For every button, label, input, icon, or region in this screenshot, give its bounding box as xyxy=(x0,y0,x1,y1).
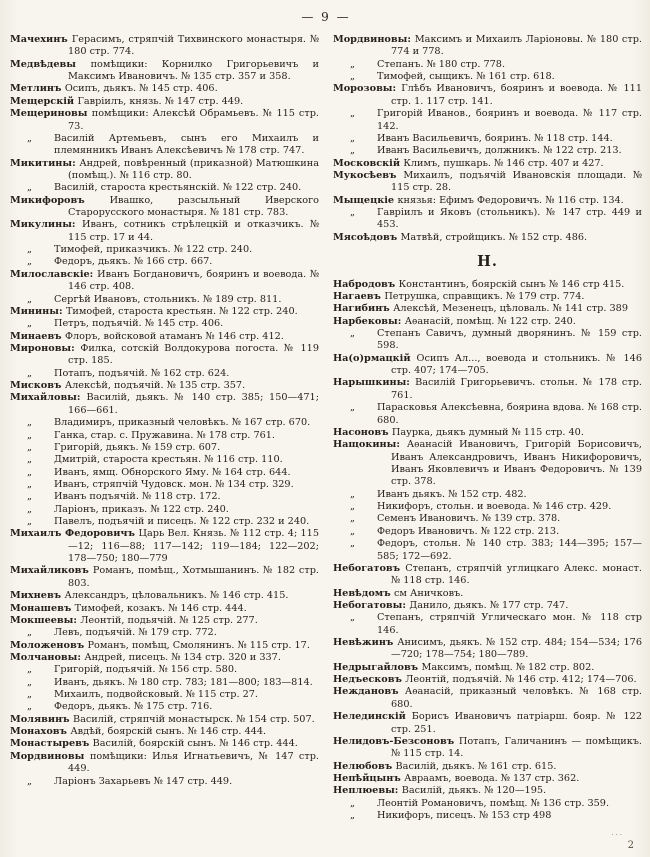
entry-text: Потапъ, подъячій. № 162 стр. 624. xyxy=(54,367,230,379)
ditto-mark: „ xyxy=(27,429,33,441)
entry-text: Иванъ, стряпчій Чудовск. мон. № 134 стр. 329. xyxy=(54,478,294,490)
index-entry xyxy=(10,392,319,417)
entry-text: Гавріилъ и Яковъ (стольникъ). № 147 стр. 449 и 453. xyxy=(377,207,642,231)
index-entry xyxy=(333,195,642,207)
index-subentry xyxy=(10,627,319,639)
ditto-mark: „ xyxy=(27,256,33,268)
ditto-mark: „ xyxy=(27,627,33,639)
surname-label: Мещериновы xyxy=(10,108,92,120)
index-entry xyxy=(333,83,642,108)
ditto-mark: „ xyxy=(27,182,33,194)
entry-text: князья: Ефимъ Федоровичъ. № 116 стр. 134. xyxy=(397,194,624,206)
index-subentry xyxy=(333,145,642,157)
index-entry xyxy=(333,736,642,761)
surname-label: Московскій xyxy=(333,157,404,169)
entry-text: Степанъ. № 180 стр. 778. xyxy=(377,58,506,70)
ditto-mark: „ xyxy=(27,491,33,503)
surname-label: Невѣдомъ xyxy=(333,587,394,599)
entry-text: Анисимъ, дьякъ. № 152 стр. 484; 154—534; 176—720; 178—754; 180—789. xyxy=(391,637,642,661)
surname-label: Мясоѣдовъ xyxy=(333,231,401,243)
surname-label: Михайликовъ xyxy=(10,565,93,577)
surname-label: Микифоровъ xyxy=(10,194,110,206)
index-subentry xyxy=(333,328,642,353)
index-subentry xyxy=(333,59,642,71)
entry-text: Иванъ Богдановичъ, бояринъ и воевода. № 146 стр. 408. xyxy=(68,268,319,293)
entry-text: помѣщики: Алексѣй Обрамьевъ. № 115 стр. 73. xyxy=(68,108,319,132)
ditto-mark: „ xyxy=(350,71,356,83)
surname-label: Молчановы: xyxy=(10,651,85,663)
ditto-mark: „ xyxy=(27,676,33,688)
ditto-mark: „ xyxy=(350,513,356,525)
index-entry xyxy=(333,674,642,686)
entry-text: Максимъ, помѣщ. № 182 стр. 802. xyxy=(421,661,595,673)
surname-label: Морозовы: xyxy=(333,83,402,95)
index-entry xyxy=(333,711,642,736)
surname-label: Мачехинъ xyxy=(10,34,72,45)
surname-label: Михайловы: xyxy=(10,392,87,404)
surname-label: Нагибинъ xyxy=(333,303,394,315)
ditto-mark: „ xyxy=(27,244,33,256)
index-subentry xyxy=(10,133,319,158)
entry-text: Глѣбъ Ивановичъ, бояринъ и воевода. № 111 стр. 1. 117 стр. 141. xyxy=(391,83,642,107)
entry-text: Петрушка, справщикъ. № 179 стр. 774. xyxy=(384,290,585,302)
entry-text: Флоръ, войсковой атаманъ № 146 стр. 412. xyxy=(64,330,284,342)
entry-text: Тимофей, староста крестьян. № 122 стр. 240. xyxy=(65,305,298,317)
ditto-mark: „ xyxy=(350,207,356,219)
surname-label: Метлинъ xyxy=(10,83,65,95)
entry-text: Тимофей, приказчикъ. № 122 стр. 240. xyxy=(54,244,253,256)
surname-label: Неждановъ xyxy=(333,686,405,698)
index-entry xyxy=(333,686,642,711)
entry-text: Федоръ Ивановичъ. № 122 стр. 213. xyxy=(377,525,560,537)
index-entry xyxy=(10,640,319,652)
surname-label: Михаилъ Федоровичъ xyxy=(10,528,139,540)
surname-label: Нарбековы: xyxy=(333,315,405,327)
entry-text: Дмитрій, староста крестьян. № 116 стр. 110. xyxy=(54,454,283,466)
index-entry xyxy=(10,603,319,615)
entry-text: Иванъ Васильевичъ, должникъ. № 122 стр. 213. xyxy=(377,145,622,157)
entry-text: Иванъ, сотникъ стрѣлецкій и отказчикъ. № 115 стр. 17 и 44. xyxy=(68,219,319,243)
ditto-mark: „ xyxy=(27,664,33,676)
entry-text: Матвѣй, стройщикъ. № 152 стр. 486. xyxy=(400,231,588,243)
index-entry xyxy=(333,279,642,291)
signature-mark: 2 xyxy=(627,840,634,851)
index-subentry xyxy=(10,430,319,442)
surname-label: Минины: xyxy=(10,305,66,317)
entry-text: Ганка, стар. с. Пружавина. № 178 стр. 761. xyxy=(54,429,276,441)
entry-text: помѣщики: Илья Игнатьевичъ, № 147 стр. 449. xyxy=(68,750,319,775)
entry-text: Филка, сотскій Волдокурова погоста. № 119 стр. 185. xyxy=(68,342,319,367)
index-columns xyxy=(10,34,642,822)
index-entry xyxy=(333,158,642,170)
index-subentry xyxy=(333,489,642,501)
surname-label: Михневъ xyxy=(10,590,65,602)
index-entry xyxy=(333,761,642,773)
entry-text: Авраамъ, воевода. № 137 стр. 362. xyxy=(404,772,580,784)
surname-label: Нарышкины: xyxy=(333,377,416,389)
index-subentry xyxy=(333,513,642,525)
entry-text: Степанъ, стряпчій углицкаго Алекс. монаст. № 118 стр. 146. xyxy=(391,562,642,587)
entry-text: Леонтій, подъячій. № 146 стр. 412; 174—706. xyxy=(405,674,637,686)
entry-text: Максимъ и Михаилъ Ларіоновы. № 180 стр. 774 и 778. xyxy=(391,34,643,58)
ditto-mark: „ xyxy=(27,441,33,453)
ditto-mark: „ xyxy=(27,503,33,515)
surname-label: Монашевъ xyxy=(10,602,75,614)
index-entry xyxy=(10,565,319,590)
surname-label: Набродовъ xyxy=(333,278,399,290)
entry-text: Григорій Иванов., бояринъ и воевода. № 117 стр. 142. xyxy=(377,108,642,132)
surname-label: Нелединскій xyxy=(333,711,412,723)
entry-text: Михаилъ, подвойсковый. № 115 стр. 27. xyxy=(54,689,259,701)
entry-text: Федоръ, стольн. № 140 стр. 383; 144—395; 157—585; 172—692. xyxy=(377,538,642,562)
index-entry xyxy=(333,232,642,244)
surname-label: Мыщецкіе xyxy=(333,194,398,206)
entry-text: Степанъ, стряпчій Углическаго мон. № 118 стр 146. xyxy=(377,612,642,636)
index-entry xyxy=(333,353,642,378)
ditto-mark: „ xyxy=(350,612,356,624)
entry-text: Василій, дьякъ. № 161 стр. 615. xyxy=(395,760,557,772)
entry-text: Царь Вел. Князь. № 112 стр. 4; 115—12; 116—88; 117—142; 119—184; 122—202; 178—750; 180—779 xyxy=(68,528,319,565)
ditto-mark: „ xyxy=(27,417,33,429)
surname-label: На(о)рмацкій xyxy=(333,352,417,364)
index-entry xyxy=(10,269,319,294)
index-entry xyxy=(10,380,319,392)
entry-text: Иванъ, ямщ. Обнорского Яму. № 164 стр. 644. xyxy=(54,466,291,478)
index-entry xyxy=(333,785,642,797)
ditto-mark: „ xyxy=(27,516,33,528)
entry-text: Никифоръ, стольн. и воевода. № 146 стр. 429. xyxy=(377,501,612,513)
left-column xyxy=(10,34,319,822)
index-entry xyxy=(10,590,319,602)
surname-label: Микитины: xyxy=(10,157,80,169)
entry-text: Григорій, дьякъ. № 159 стр. 607. xyxy=(54,441,221,453)
index-subentry xyxy=(10,417,319,429)
entry-text: Аѳанасій, приказный человѣкъ. № 168 стр. 680. xyxy=(391,686,642,710)
surname-label: Нелидовъ-Безсоновъ xyxy=(333,735,459,747)
entry-text: Левъ, подъячій. № 179 стр. 772. xyxy=(54,627,217,639)
index-entry xyxy=(10,331,319,343)
surname-label: Мордвиновы xyxy=(10,750,90,762)
entry-text: Алексѣй, Мезенецъ, цѣловаль. № 141 стр. 389 xyxy=(393,303,628,315)
ditto-mark: „ xyxy=(350,145,356,157)
entry-text: Романъ, помѣщ, Смолянинъ. № 115 стр. 17. xyxy=(87,639,310,651)
surname-label: Медвѣдевы xyxy=(10,58,91,70)
index-entry xyxy=(333,588,642,600)
index-entry xyxy=(333,563,642,588)
index-entry xyxy=(10,306,319,318)
entry-text: Василій Артемьевъ, сынъ его Михаилъ и племянникъ Иванъ Алексѣевичъ № 178 стр. 747. xyxy=(54,132,319,157)
index-entry xyxy=(10,34,319,59)
index-entry xyxy=(10,83,319,95)
entry-text: Александръ, цѣловальникъ. № 146 стр. 415. xyxy=(64,590,289,602)
surname-label: Мокшеевы: xyxy=(10,614,81,626)
index-entry xyxy=(333,316,642,328)
index-subentry xyxy=(333,612,642,637)
entry-text: Борисъ Ивановичъ патріарш. бояр. № 122 стр. 251. xyxy=(391,711,642,735)
ditto-mark: „ xyxy=(350,538,356,550)
entry-text: Петръ, подъячій. № 145 стр. 406. xyxy=(54,318,224,330)
index-entry xyxy=(10,528,319,565)
index-subentry xyxy=(10,454,319,466)
surname-label: Мисковъ xyxy=(10,380,65,392)
index-entry xyxy=(10,615,319,627)
entry-text: Иванъ подъячій. № 118 стр. 172. xyxy=(54,491,221,503)
entry-text: Потапъ, Галичанинъ — помѣщикъ. № 115 стр. 14. xyxy=(391,735,642,760)
index-entry xyxy=(10,96,319,108)
surname-label: Нагаевъ xyxy=(333,290,385,302)
surname-label: Монаховъ xyxy=(10,726,71,738)
index-entry xyxy=(10,726,319,738)
entry-text: Тимофей, сыщикъ. № 161 стр. 618. xyxy=(377,71,555,83)
index-entry xyxy=(10,219,319,244)
surname-label: Мукосѣевъ xyxy=(333,169,404,181)
ditto-mark: „ xyxy=(27,701,33,713)
index-subentry xyxy=(333,71,642,83)
surname-label: Нелюбовъ xyxy=(333,760,396,772)
index-subentry xyxy=(10,677,319,689)
entry-text: Иванъ Васильевичъ, бояринъ. № 118 стр. 144. xyxy=(377,132,613,144)
entry-text: Константинъ, боярскій сынъ № 146 стр 415. xyxy=(398,278,625,290)
surname-label: Недъесковъ xyxy=(333,674,406,686)
index-entry xyxy=(333,34,642,59)
entry-text: Василій, стряпчій монастырск. № 154 стр. 507. xyxy=(72,713,315,725)
ditto-mark: „ xyxy=(27,689,33,701)
index-subentry xyxy=(333,133,642,145)
surname-label: Непѣйцынъ xyxy=(333,772,405,784)
index-subentry xyxy=(10,664,319,676)
index-subentry xyxy=(10,182,319,194)
surname-label: Микулины: xyxy=(10,219,83,231)
section-letter-heading: Н. xyxy=(477,253,498,271)
index-entry xyxy=(10,108,319,133)
ditto-mark: „ xyxy=(350,525,356,537)
entry-text: Парасковья Алексѣевна, боярина вдова. № 168 стр. 680. xyxy=(377,402,642,426)
ditto-mark: „ xyxy=(27,478,33,490)
surname-label: Мироновы: xyxy=(10,342,81,354)
entry-text: Никифоръ, писецъ. № 153 стр 498 xyxy=(377,810,552,822)
index-subentry xyxy=(10,504,319,516)
entry-text: Павелъ, подъячій и писецъ. № 122 стр. 232 и 240. xyxy=(54,516,310,528)
index-entry xyxy=(10,343,319,368)
surname-label: Мещерскій xyxy=(10,95,78,107)
entry-text: Семенъ Ивановичъ. № 139 стр. 378. xyxy=(377,513,561,525)
surname-label: Нащокины: xyxy=(333,439,407,451)
index-subentry xyxy=(333,207,642,232)
entry-text: Климъ, пушкарь. № 146 стр. 407 и 427. xyxy=(403,157,604,169)
entry-text: Тимофей, козакъ. № 146 стр. 444. xyxy=(74,602,247,614)
index-subentry xyxy=(10,467,319,479)
print-artifact-dots: ··· xyxy=(611,831,624,839)
index-subentry xyxy=(10,368,319,380)
entry-text: Леонтій, подьячій. № 125 стр. 277. xyxy=(80,614,258,626)
index-subentry xyxy=(333,538,642,563)
index-subentry xyxy=(333,402,642,427)
index-subentry xyxy=(10,491,319,503)
surname-label: Небогатовы: xyxy=(333,599,410,611)
ditto-mark: „ xyxy=(27,454,33,466)
index-entry xyxy=(333,439,642,488)
entry-text: Иванъ дьякъ. № 152 стр. 482. xyxy=(377,488,527,500)
index-entry xyxy=(10,158,319,183)
ditto-mark: „ xyxy=(27,293,33,305)
surname-label: Насоновъ xyxy=(333,426,392,438)
entry-text: Осипъ Ал..., воевода и стольникъ. № 146 стр. 407; 174—705. xyxy=(391,352,642,377)
entry-text: Степанъ Савичъ, думный дворянинъ. № 159 стр. 598. xyxy=(377,328,642,352)
entry-text: Василій, дьякъ. № 140 стр. 385; 150—471; 166—661. xyxy=(68,392,319,416)
surname-label: Минаевъ xyxy=(10,330,65,342)
index-entry xyxy=(10,59,319,84)
index-entry xyxy=(10,714,319,726)
entry-text: Авдѣй, боярскій сынъ. № 146 стр. 444. xyxy=(70,726,267,738)
entry-text: Андрей, писецъ. № 134 стр. 320 и 337. xyxy=(84,651,281,663)
index-entry xyxy=(10,652,319,664)
entry-text: Федоръ, дьякъ. № 175 стр. 716. xyxy=(54,701,213,713)
entry-text: Григорій, подъячій. № 156 стр. 580. xyxy=(54,664,238,676)
ditto-mark: „ xyxy=(27,466,33,478)
ditto-mark: „ xyxy=(27,775,33,787)
right-column xyxy=(333,34,642,822)
ditto-mark: „ xyxy=(350,797,356,809)
index-subentry xyxy=(333,810,642,822)
ditto-mark: „ xyxy=(350,328,356,340)
entry-text: Владимиръ, приказный человѣкъ. № 167 стр. 670. xyxy=(54,417,311,429)
surname-label: Недрыгайловъ xyxy=(333,661,422,673)
index-subentry xyxy=(10,256,319,268)
entry-text: Ларіонъ, приказъ. № 122 стр. 240. xyxy=(54,503,229,515)
ditto-mark: „ xyxy=(27,132,33,144)
index-subentry xyxy=(10,689,319,701)
surname-label: Мордвиновы: xyxy=(333,34,415,45)
ditto-mark: „ xyxy=(27,367,33,379)
index-subentry xyxy=(10,318,319,330)
index-subentry xyxy=(10,516,319,528)
entry-text: Леонтій Романовичъ, помѣщ. № 136 стр. 359. xyxy=(377,797,610,809)
entry-text: см Аничковъ. xyxy=(394,587,464,599)
entry-text: Аѳанасій, помѣщ. № 122 стр. 240. xyxy=(404,315,576,327)
entry-text: Андрей, повѣренный (приказной) Матюшкина (помѣщ.). № 116 стр. 80. xyxy=(68,157,319,181)
index-entry xyxy=(10,195,319,220)
entry-text: Гавріилъ, князь. № 147 стр. 449. xyxy=(77,95,244,107)
index-entry xyxy=(333,637,642,662)
index-subentry xyxy=(10,442,319,454)
page-number: — 9 — xyxy=(301,10,351,24)
entry-text: Василій, боярскій сынъ. № 146 стр. 444. xyxy=(92,738,298,750)
surname-label: Моложеновъ xyxy=(10,639,88,651)
index-subentry xyxy=(333,108,642,133)
surname-label: Монастыревъ xyxy=(10,738,93,750)
index-entry xyxy=(333,303,642,315)
entry-text: Алексѣй, подъячій. № 135 стр. 357. xyxy=(64,380,246,392)
surname-label: Милославскіе: xyxy=(10,268,98,280)
surname-label: Молявинъ xyxy=(10,713,73,725)
entry-text: Сергѣй Ивановъ, стольникъ. № 189 стр. 811. xyxy=(54,293,282,305)
surname-label: Невѣжинъ xyxy=(333,637,398,649)
index-subentry xyxy=(333,501,642,513)
surname-label: Неплюевы: xyxy=(333,785,402,797)
index-subentry xyxy=(10,294,319,306)
entry-text: Романъ, помѣщ., Хотмышанинъ. № 182 стр. 803. xyxy=(68,565,319,589)
surname-label: Небогатовъ xyxy=(333,562,406,574)
index-subentry xyxy=(333,798,642,810)
index-entry xyxy=(333,377,642,402)
entry-text: Иванъ, дьякъ. № 180 стр. 783; 181—800; 183—814. xyxy=(54,676,313,688)
entry-text: Ивашко, разсыльный Иверского Старорусского монастыря. № 181 стр. 783. xyxy=(68,194,319,219)
ditto-mark: „ xyxy=(350,501,356,513)
index-entry xyxy=(333,427,642,439)
entry-text: Василій Григорьевичъ. стольн. № 178 стр. 761. xyxy=(391,377,642,401)
index-entry xyxy=(333,291,642,303)
index-entry xyxy=(333,170,642,195)
ditto-mark: „ xyxy=(350,108,356,120)
ditto-mark: „ xyxy=(350,58,356,70)
entry-text: Ларіонъ Захарьевъ № 147 стр. 449. xyxy=(54,775,233,787)
ditto-mark: „ xyxy=(350,132,356,144)
entry-text: Михаилъ, подъячій Ивановскія площади. № 115 стр. 28. xyxy=(391,169,643,194)
entry-text: помѣщики: Корнилко Григорьевичъ и Максимъ Ивановичъ. № 135 стр. 357 и 358. xyxy=(68,58,319,83)
index-subentry xyxy=(10,479,319,491)
entry-text: Василій, дьякъ. № 120—195. xyxy=(401,785,547,797)
entry-text: Герасимъ, стряпчій Тихвинского монастыря. № 180 стр. 774. xyxy=(68,34,319,58)
entry-text: Аѳанасій Ивановичъ, Григорій Борисовичъ, Иванъ Александровичъ, Иванъ Никифоровичъ, Иванъ Яковлевичъ и Иванъ Федоровичъ. № 139 стр. 378. xyxy=(391,439,642,488)
entry-text: Данило, дьякъ. № 177 стр. 747. xyxy=(409,599,569,611)
ditto-mark: „ xyxy=(350,488,356,500)
index-entry xyxy=(333,600,642,612)
ditto-mark: „ xyxy=(350,810,356,822)
ditto-mark: „ xyxy=(350,402,356,414)
index-entry xyxy=(333,773,642,785)
index-entry xyxy=(10,751,319,776)
entry-text: Федоръ, дьякъ. № 166 стр. 667. xyxy=(54,256,213,268)
index-entry xyxy=(333,662,642,674)
entry-text: Паурка, дьякъ думный № 115 стр. 40. xyxy=(391,426,584,438)
index-entry xyxy=(10,738,319,750)
entry-text: Осипъ, дьякъ. № 145 стр. 406. xyxy=(64,83,218,95)
index-subentry xyxy=(10,701,319,713)
ditto-mark: „ xyxy=(27,318,33,330)
index-subentry xyxy=(10,244,319,256)
index-subentry xyxy=(333,526,642,538)
entry-text: Василій, староста крестьянскій. № 122 стр. 240. xyxy=(54,182,302,194)
index-subentry xyxy=(10,776,319,788)
